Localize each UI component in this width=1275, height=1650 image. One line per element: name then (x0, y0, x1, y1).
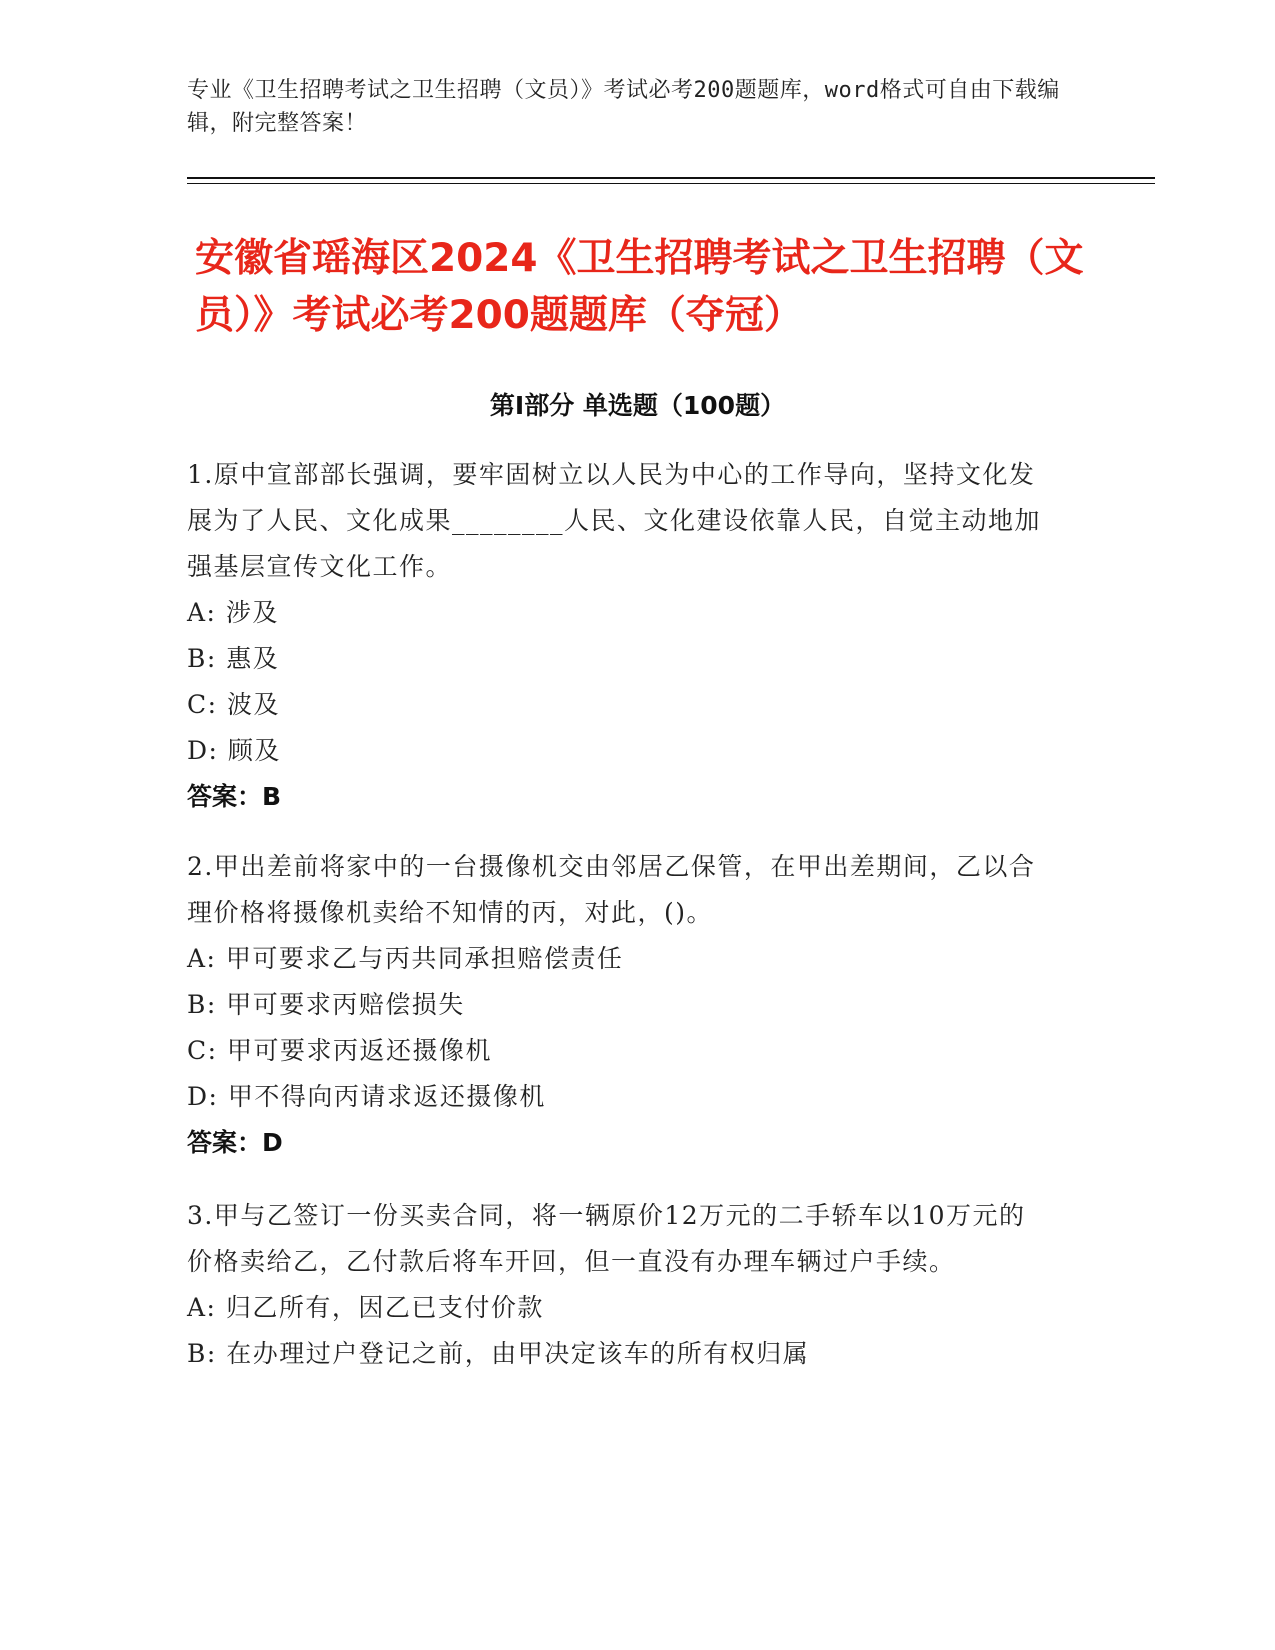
option-d: D: 甲不得向丙请求返还摄像机 (187, 1082, 546, 1111)
option-a: A: 涉及 (187, 598, 279, 627)
question-1 (187, 452, 1047, 820)
section-title: 第Ⅰ部分 单选题（100题） (489, 391, 786, 420)
question-stem: 3.甲与乙签订一份买卖合同，将一辆原价12万元的二手轿车以10万元的价格卖给乙，乙付款后将车开回，但一直没有办理车辆过户手续。 (187, 1201, 1026, 1276)
question-2 (187, 844, 1047, 1166)
header-divider-thin (187, 183, 1155, 184)
header-note: 专业《卫生招聘考试之卫生招聘（文员）》考试必考200题题库，word格式可自由下载编辑，附完整答案！ (187, 78, 1060, 136)
header-divider-thick (187, 177, 1155, 179)
option-c: C: 波及 (187, 690, 280, 719)
option-b: B: 在办理过户登记之前，由甲决定该车的所有权归属 (187, 1339, 810, 1368)
question-stem: 1.原中宣部部长强调，要牢固树立以人民为中心的工作导向，坚持文化发展为了人民、文化成果________人民、文化建设依靠人民，自觉主动地加强基层宣传文化工作。 (187, 460, 1042, 581)
answer: 答案：D (187, 1128, 283, 1157)
option-b: B: 惠及 (187, 644, 280, 673)
option-c: C: 甲可要求丙返还摄像机 (187, 1036, 492, 1065)
question-stem: 2.甲出差前将家中的一台摄像机交由邻居乙保管，在甲出差期间，乙以合理价格将摄像机卖给不知情的丙，对此，()。 (187, 852, 1036, 927)
document-title: 安徽省瑶海区2024《卫生招聘考试之卫生招聘（文员）》考试必考200题题库（夺冠） (195, 236, 1084, 338)
question-3 (187, 1193, 1047, 1377)
option-b: B: 甲可要求丙赔偿损失 (187, 990, 465, 1019)
option-d: D: 顾及 (187, 736, 281, 765)
option-a: A: 归乙所有，因乙已支付价款 (187, 1293, 544, 1322)
option-a: A: 甲可要求乙与丙共同承担赔偿责任 (187, 944, 624, 973)
answer: 答案：B (187, 782, 282, 811)
